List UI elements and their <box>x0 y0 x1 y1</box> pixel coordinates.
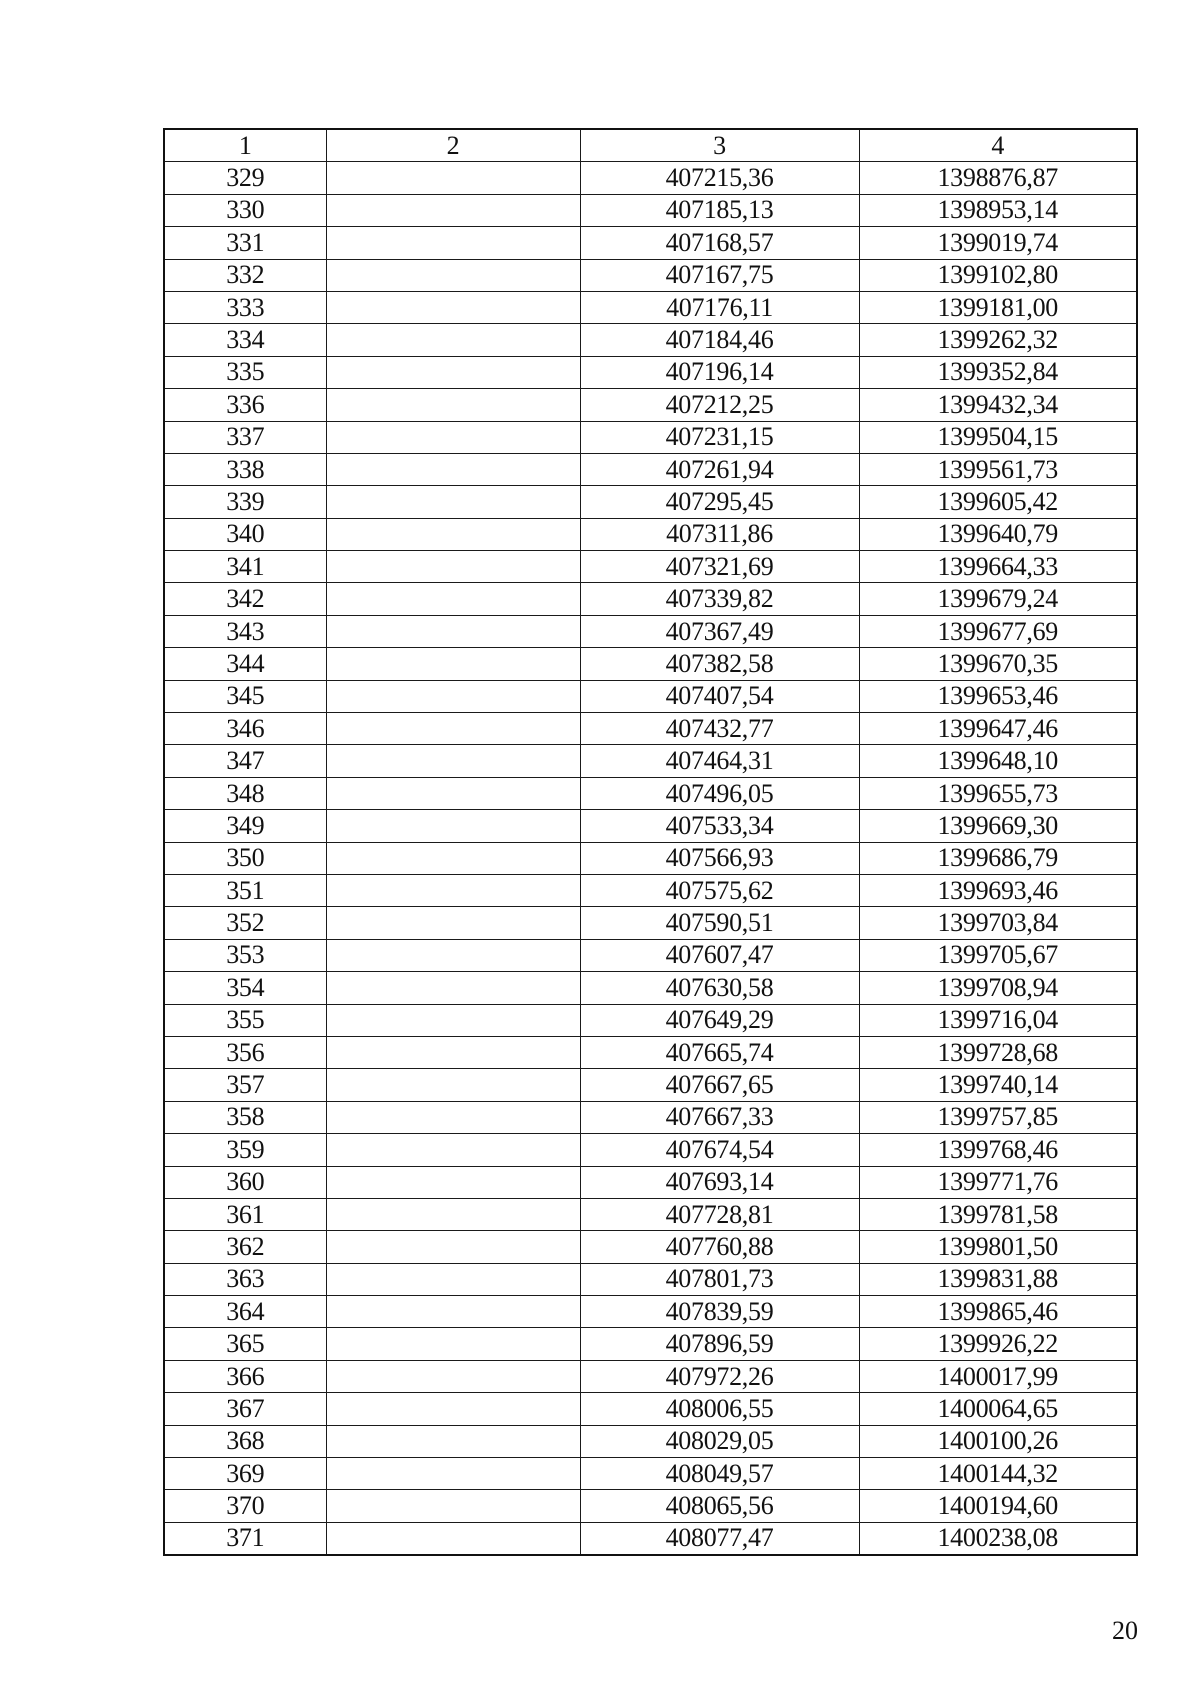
column-4-cell: 1399669,30 <box>859 810 1137 842</box>
column-2-cell <box>326 1360 580 1392</box>
header-row <box>164 129 1137 162</box>
column-4-cell: 1399664,33 <box>859 551 1137 583</box>
table-row <box>164 486 1137 518</box>
table-row <box>164 259 1137 291</box>
header-cell-3: 3 <box>580 129 859 162</box>
header-cell-1: 1 <box>164 129 326 162</box>
column-4-cell: 1400194,60 <box>859 1490 1137 1522</box>
table-row <box>164 874 1137 906</box>
column-3-cell: 407801,73 <box>580 1263 859 1295</box>
column-2-cell <box>326 1198 580 1230</box>
row-number-cell: 363 <box>164 1263 326 1295</box>
table-row <box>164 1134 1137 1166</box>
column-2-cell <box>326 1490 580 1522</box>
column-3-cell: 407575,62 <box>580 874 859 906</box>
column-4-cell: 1398876,87 <box>859 162 1137 194</box>
row-number-cell: 349 <box>164 810 326 842</box>
column-4-cell: 1399102,80 <box>859 259 1137 291</box>
row-number-cell: 358 <box>164 1101 326 1133</box>
table-row <box>164 1036 1137 1068</box>
column-3-cell: 407367,49 <box>580 615 859 647</box>
row-number-cell: 335 <box>164 356 326 388</box>
row-number-cell: 332 <box>164 259 326 291</box>
column-2-cell <box>326 972 580 1004</box>
column-3-cell: 407432,77 <box>580 713 859 745</box>
row-number-cell: 364 <box>164 1296 326 1328</box>
table-header <box>164 129 1137 162</box>
column-3-cell: 407464,31 <box>580 745 859 777</box>
column-2-cell <box>326 842 580 874</box>
row-number-cell: 334 <box>164 324 326 356</box>
column-3-cell: 407667,65 <box>580 1069 859 1101</box>
row-number-cell: 355 <box>164 1004 326 1036</box>
row-number-cell: 338 <box>164 453 326 485</box>
column-2-cell <box>326 1393 580 1425</box>
column-2-cell <box>326 1134 580 1166</box>
table-row <box>164 1393 1137 1425</box>
column-3-cell: 407607,47 <box>580 939 859 971</box>
table-body <box>164 162 1137 1555</box>
table-row <box>164 777 1137 809</box>
column-2-cell <box>326 777 580 809</box>
table-row <box>164 227 1137 259</box>
column-3-cell: 407311,86 <box>580 518 859 550</box>
table-row <box>164 421 1137 453</box>
column-4-cell: 1399655,73 <box>859 777 1137 809</box>
row-number-cell: 336 <box>164 389 326 421</box>
column-4-cell: 1400017,99 <box>859 1360 1137 1392</box>
column-3-cell: 407167,75 <box>580 259 859 291</box>
row-number-cell: 339 <box>164 486 326 518</box>
column-2-cell <box>326 810 580 842</box>
row-number-cell: 347 <box>164 745 326 777</box>
column-2-cell <box>326 1231 580 1263</box>
column-4-cell: 1399262,32 <box>859 324 1137 356</box>
column-4-cell: 1399605,42 <box>859 486 1137 518</box>
column-4-cell: 1399432,34 <box>859 389 1137 421</box>
column-2-cell <box>326 356 580 388</box>
coordinate-table <box>163 128 1138 1556</box>
column-4-cell: 1399640,79 <box>859 518 1137 550</box>
table-row <box>164 518 1137 550</box>
column-3-cell: 408049,57 <box>580 1458 859 1490</box>
column-4-cell: 1399740,14 <box>859 1069 1137 1101</box>
table-row <box>164 1198 1137 1230</box>
table-row <box>164 1425 1137 1457</box>
table-row <box>164 713 1137 745</box>
column-2-cell <box>326 324 580 356</box>
column-4-cell: 1399705,67 <box>859 939 1137 971</box>
row-number-cell: 367 <box>164 1393 326 1425</box>
row-number-cell: 350 <box>164 842 326 874</box>
column-4-cell: 1399648,10 <box>859 745 1137 777</box>
column-4-cell: 1399181,00 <box>859 291 1137 323</box>
row-number-cell: 342 <box>164 583 326 615</box>
column-3-cell: 407231,15 <box>580 421 859 453</box>
row-number-cell: 360 <box>164 1166 326 1198</box>
row-number-cell: 368 <box>164 1425 326 1457</box>
column-4-cell: 1399019,74 <box>859 227 1137 259</box>
column-4-cell: 1398953,14 <box>859 194 1137 226</box>
column-2-cell <box>326 1458 580 1490</box>
column-4-cell: 1399728,68 <box>859 1036 1137 1068</box>
column-2-cell <box>326 907 580 939</box>
column-4-cell: 1399801,50 <box>859 1231 1137 1263</box>
column-3-cell: 407184,46 <box>580 324 859 356</box>
table-row <box>164 1231 1137 1263</box>
column-2-cell <box>326 551 580 583</box>
table-row <box>164 1101 1137 1133</box>
row-number-cell: 357 <box>164 1069 326 1101</box>
column-2-cell <box>326 421 580 453</box>
column-3-cell: 407533,34 <box>580 810 859 842</box>
column-2-cell <box>326 1036 580 1068</box>
column-2-cell <box>326 1069 580 1101</box>
column-4-cell: 1400144,32 <box>859 1458 1137 1490</box>
table-row <box>164 1263 1137 1295</box>
column-4-cell: 1399926,22 <box>859 1328 1137 1360</box>
table-row <box>164 356 1137 388</box>
column-2-cell <box>326 648 580 680</box>
row-number-cell: 359 <box>164 1134 326 1166</box>
column-4-cell: 1399865,46 <box>859 1296 1137 1328</box>
column-4-cell: 1399679,24 <box>859 583 1137 615</box>
column-4-cell: 1399757,85 <box>859 1101 1137 1133</box>
column-2-cell <box>326 1101 580 1133</box>
table-row <box>164 810 1137 842</box>
row-number-cell: 341 <box>164 551 326 583</box>
column-3-cell: 407261,94 <box>580 453 859 485</box>
column-4-cell: 1399708,94 <box>859 972 1137 1004</box>
table-row <box>164 939 1137 971</box>
column-3-cell: 408029,05 <box>580 1425 859 1457</box>
column-3-cell: 407667,33 <box>580 1101 859 1133</box>
column-3-cell: 407674,54 <box>580 1134 859 1166</box>
row-number-cell: 371 <box>164 1522 326 1555</box>
column-4-cell: 1399352,84 <box>859 356 1137 388</box>
column-3-cell: 407896,59 <box>580 1328 859 1360</box>
row-number-cell: 343 <box>164 615 326 647</box>
column-3-cell: 407665,74 <box>580 1036 859 1068</box>
column-4-cell: 1399703,84 <box>859 907 1137 939</box>
table-row <box>164 1458 1137 1490</box>
column-3-cell: 407339,82 <box>580 583 859 615</box>
column-2-cell <box>326 1425 580 1457</box>
column-3-cell: 407212,25 <box>580 389 859 421</box>
column-3-cell: 407168,57 <box>580 227 859 259</box>
column-2-cell <box>326 518 580 550</box>
row-number-cell: 361 <box>164 1198 326 1230</box>
column-2-cell <box>326 939 580 971</box>
column-2-cell <box>326 615 580 647</box>
row-number-cell: 356 <box>164 1036 326 1068</box>
column-4-cell: 1400064,65 <box>859 1393 1137 1425</box>
column-3-cell: 408065,56 <box>580 1490 859 1522</box>
column-4-cell: 1399781,58 <box>859 1198 1137 1230</box>
column-3-cell: 407839,59 <box>580 1296 859 1328</box>
column-3-cell: 408077,47 <box>580 1522 859 1555</box>
row-number-cell: 369 <box>164 1458 326 1490</box>
column-3-cell: 407382,58 <box>580 648 859 680</box>
row-number-cell: 344 <box>164 648 326 680</box>
table-row <box>164 162 1137 194</box>
row-number-cell: 346 <box>164 713 326 745</box>
column-4-cell: 1399771,76 <box>859 1166 1137 1198</box>
row-number-cell: 352 <box>164 907 326 939</box>
row-number-cell: 370 <box>164 1490 326 1522</box>
table-row <box>164 551 1137 583</box>
column-4-cell: 1399653,46 <box>859 680 1137 712</box>
column-3-cell: 408006,55 <box>580 1393 859 1425</box>
column-3-cell: 407590,51 <box>580 907 859 939</box>
column-4-cell: 1399677,69 <box>859 615 1137 647</box>
table-row <box>164 842 1137 874</box>
column-2-cell <box>326 1522 580 1555</box>
table-row <box>164 1166 1137 1198</box>
table-row <box>164 1328 1137 1360</box>
column-4-cell: 1399670,35 <box>859 648 1137 680</box>
page-number: 20 <box>1112 1616 1138 1645</box>
column-2-cell <box>326 745 580 777</box>
column-2-cell <box>326 1328 580 1360</box>
row-number-cell: 330 <box>164 194 326 226</box>
column-2-cell <box>326 1004 580 1036</box>
row-number-cell: 333 <box>164 291 326 323</box>
column-4-cell: 1399768,46 <box>859 1134 1137 1166</box>
column-4-cell: 1400100,26 <box>859 1425 1137 1457</box>
column-4-cell: 1399561,73 <box>859 453 1137 485</box>
header-cell-2: 2 <box>326 129 580 162</box>
row-number-cell: 365 <box>164 1328 326 1360</box>
header-cell-4: 4 <box>859 129 1137 162</box>
table-row <box>164 194 1137 226</box>
table-row <box>164 291 1137 323</box>
column-2-cell <box>326 1296 580 1328</box>
column-2-cell <box>326 291 580 323</box>
column-4-cell: 1399504,15 <box>859 421 1137 453</box>
column-2-cell <box>326 259 580 291</box>
row-number-cell: 329 <box>164 162 326 194</box>
table-row <box>164 389 1137 421</box>
column-3-cell: 407496,05 <box>580 777 859 809</box>
column-2-cell <box>326 162 580 194</box>
table-row <box>164 1522 1137 1555</box>
row-number-cell: 351 <box>164 874 326 906</box>
row-number-cell: 348 <box>164 777 326 809</box>
table-row <box>164 745 1137 777</box>
column-2-cell <box>326 194 580 226</box>
table-row <box>164 615 1137 647</box>
column-3-cell: 407295,45 <box>580 486 859 518</box>
column-3-cell: 407693,14 <box>580 1166 859 1198</box>
row-number-cell: 353 <box>164 939 326 971</box>
row-number-cell: 331 <box>164 227 326 259</box>
column-4-cell: 1399686,79 <box>859 842 1137 874</box>
row-number-cell: 345 <box>164 680 326 712</box>
column-2-cell <box>326 680 580 712</box>
table-row <box>164 583 1137 615</box>
column-2-cell <box>326 713 580 745</box>
table-row <box>164 648 1137 680</box>
column-4-cell: 1400238,08 <box>859 1522 1137 1555</box>
column-2-cell <box>326 227 580 259</box>
table-row <box>164 453 1137 485</box>
table-row <box>164 1490 1137 1522</box>
column-3-cell: 407321,69 <box>580 551 859 583</box>
table-row <box>164 1004 1137 1036</box>
table-row <box>164 907 1137 939</box>
column-3-cell: 407649,29 <box>580 1004 859 1036</box>
column-4-cell: 1399647,46 <box>859 713 1137 745</box>
column-2-cell <box>326 389 580 421</box>
column-3-cell: 407728,81 <box>580 1198 859 1230</box>
column-2-cell <box>326 583 580 615</box>
column-3-cell: 407176,11 <box>580 291 859 323</box>
table-row <box>164 324 1137 356</box>
table-row <box>164 1360 1137 1392</box>
column-2-cell <box>326 486 580 518</box>
row-number-cell: 340 <box>164 518 326 550</box>
column-2-cell <box>326 874 580 906</box>
column-2-cell <box>326 453 580 485</box>
row-number-cell: 337 <box>164 421 326 453</box>
column-3-cell: 407566,93 <box>580 842 859 874</box>
column-3-cell: 407630,58 <box>580 972 859 1004</box>
column-3-cell: 407760,88 <box>580 1231 859 1263</box>
row-number-cell: 362 <box>164 1231 326 1263</box>
table-row <box>164 680 1137 712</box>
column-4-cell: 1399716,04 <box>859 1004 1137 1036</box>
column-2-cell <box>326 1263 580 1295</box>
column-3-cell: 407196,14 <box>580 356 859 388</box>
column-3-cell: 407215,36 <box>580 162 859 194</box>
table-row <box>164 1296 1137 1328</box>
column-2-cell <box>326 1166 580 1198</box>
row-number-cell: 366 <box>164 1360 326 1392</box>
column-3-cell: 407972,26 <box>580 1360 859 1392</box>
column-4-cell: 1399831,88 <box>859 1263 1137 1295</box>
row-number-cell: 354 <box>164 972 326 1004</box>
column-4-cell: 1399693,46 <box>859 874 1137 906</box>
table-row <box>164 1069 1137 1101</box>
table-row <box>164 972 1137 1004</box>
column-3-cell: 407185,13 <box>580 194 859 226</box>
column-3-cell: 407407,54 <box>580 680 859 712</box>
